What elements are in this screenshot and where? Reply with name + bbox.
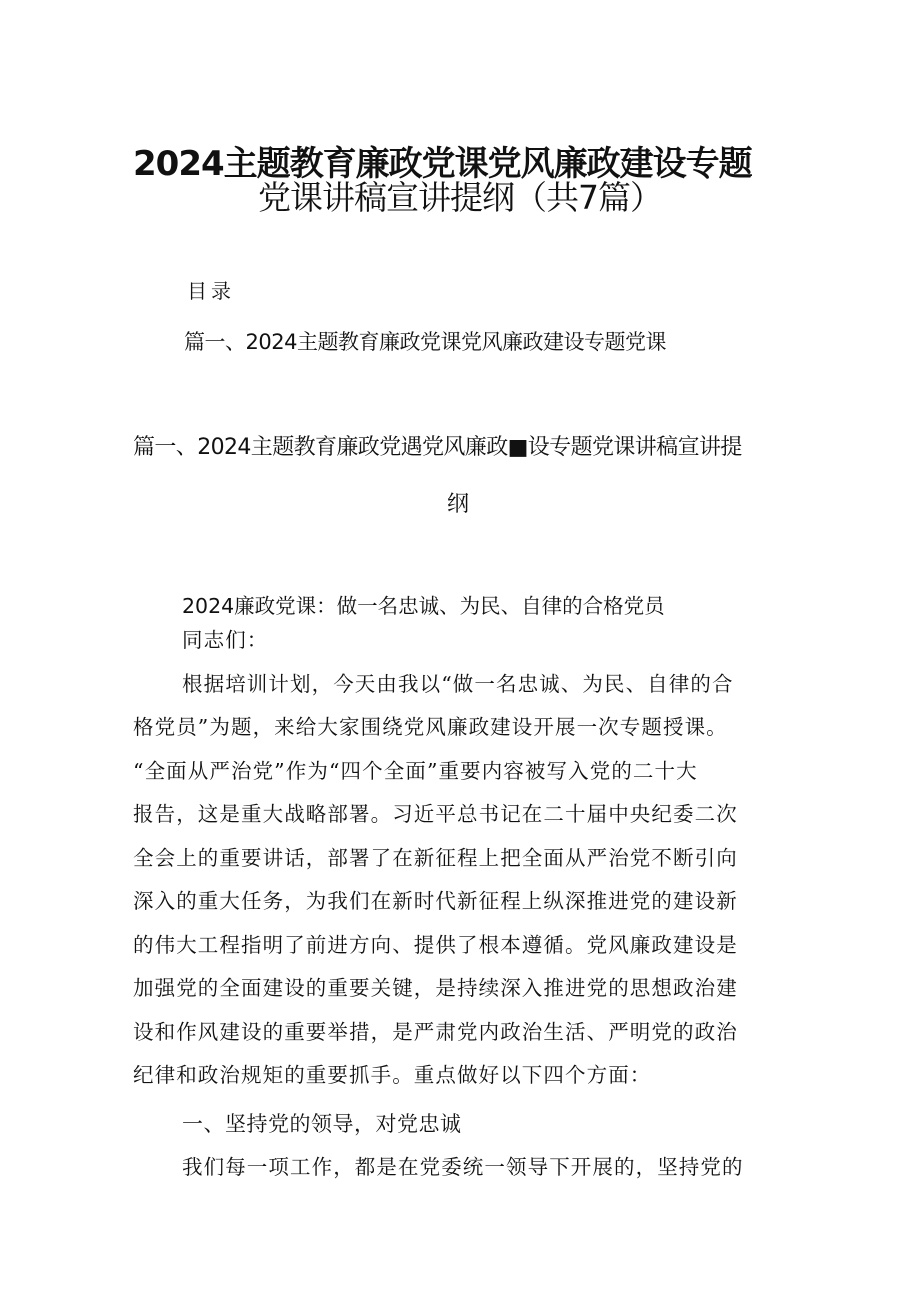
body-line-10: 纪律和政治规矩的重要抓手。重点做好以下四个方面：	[133, 1063, 652, 1087]
toc-item-1[interactable]: 篇一、2024主题教育廉政党课党风廉政建设专题党课	[184, 330, 666, 354]
body-line-1: 根据培训计划，今天由我以“做一名忠诚、为民、自律的合	[182, 672, 734, 696]
body-line-4: 报告，这是重大战略部署。习近平总书记在二十届中央纪委二次	[133, 802, 738, 826]
body-line-8: 加强党的全面建设的重要关键，是持续深入推进党的思想政治建	[133, 976, 738, 1000]
toc-label: 目录	[187, 279, 235, 303]
body-line-3: “全面从严治党”作为“四个全面”重要内容被写入党的二十大	[133, 759, 698, 783]
body-line-2: 格党员”为题，来给大家围绕党风廉政建设开展一次专题授课。	[133, 715, 728, 739]
document-title-line-2: 党课讲稿宣讲提纲（共7篇）	[258, 178, 662, 217]
section-heading-line-1: 篇一、2024主题教育廉政党遇党风廉政■设专题党课讲稿宣讲提	[133, 435, 742, 460]
body-line-9: 设和作风建设的重要举措，是严肃党内政治生活、严明党的政治	[133, 1020, 738, 1044]
body-line-5: 全会上的重要讲话，部署了在新征程上把全面从严治党不断引向	[133, 846, 738, 870]
subsection-heading-1: 一、坚持党的领导，对党忠诚	[182, 1112, 462, 1136]
body-line-6: 深入的重大任务，为我们在新时代新征程上纵深推进党的建设新	[133, 889, 738, 913]
document-title-line-1: 2024主题教育廉政党课党风廉政建设专题	[133, 144, 752, 184]
section-heading-line-2: 纲	[447, 492, 469, 517]
body-line-7: 的伟大工程指明了前进方向、提供了根本遵循。党风廉政建设是	[133, 933, 738, 957]
salutation: 同志们：	[182, 628, 269, 652]
body-line-11: 我们每一项工作，都是在党委统一领导下开展的，坚持党的	[182, 1155, 744, 1179]
speech-subtitle: 2024廉政党课：做一名忠诚、为民、自律的合格党员	[182, 594, 665, 618]
